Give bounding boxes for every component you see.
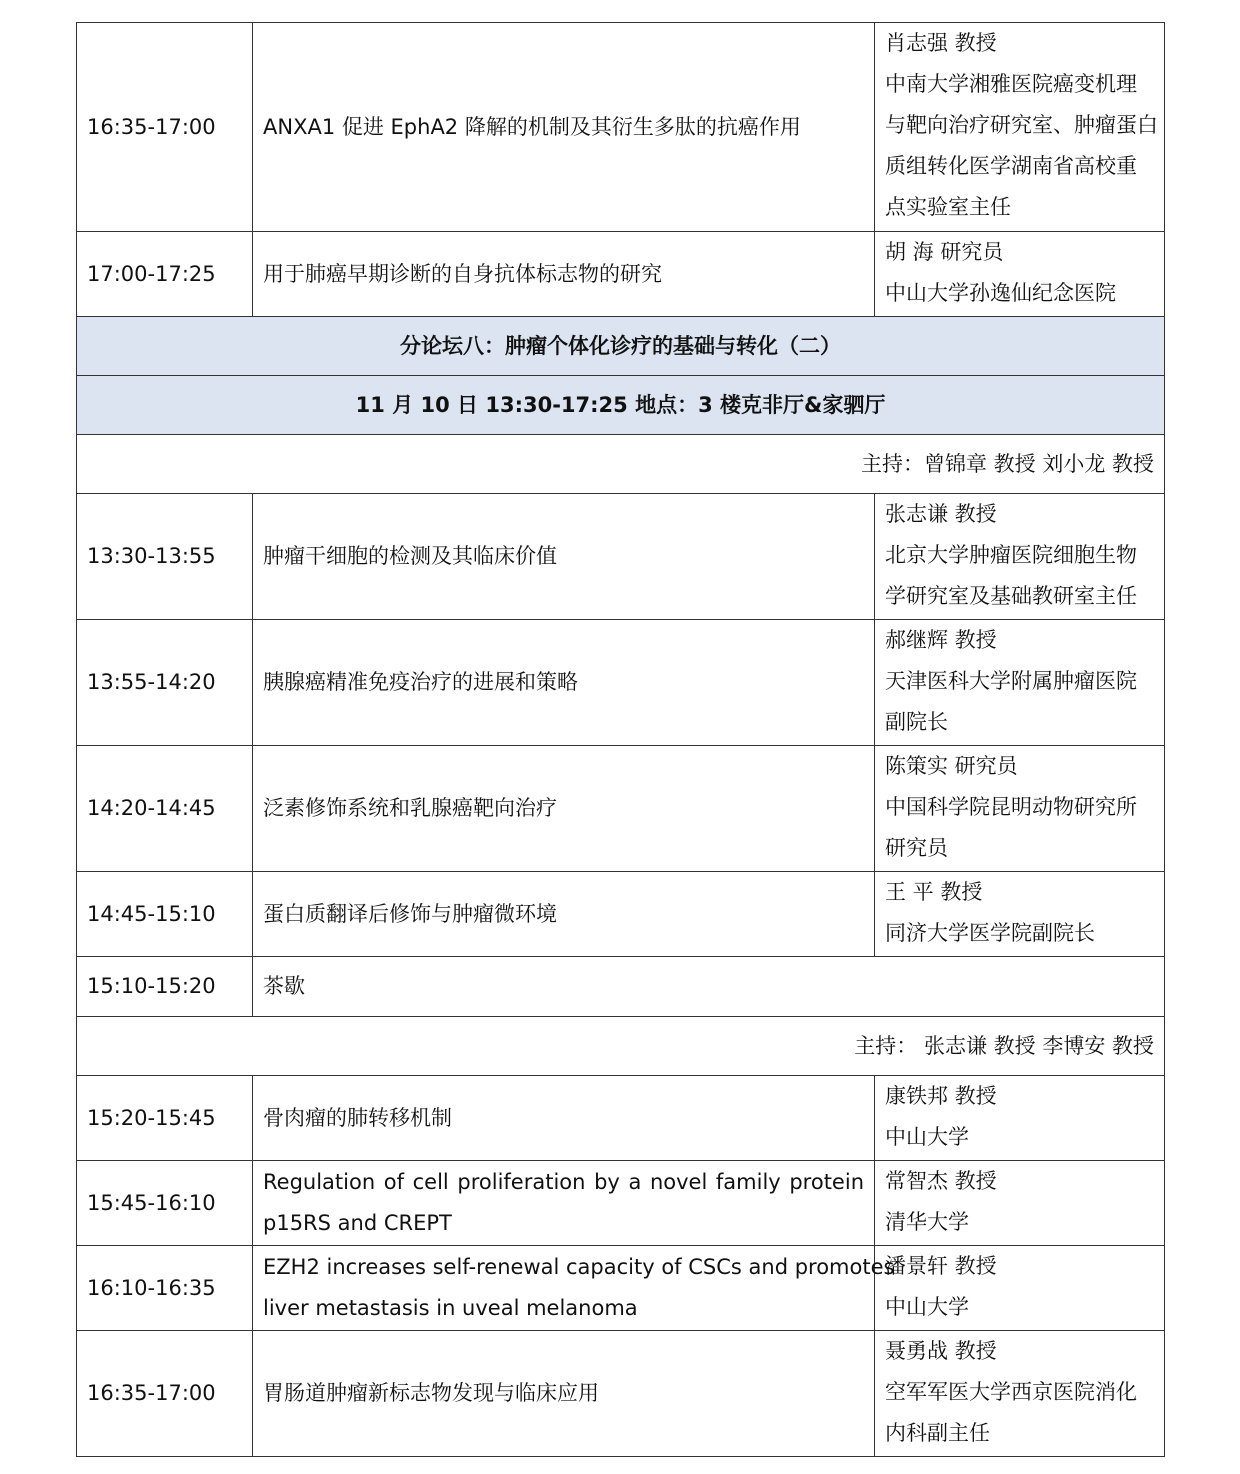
session-row bbox=[77, 232, 1165, 317]
speaker-name: 常智杰 教授 bbox=[885, 1169, 997, 1193]
speaker-affiliation: 中山大学孙逸仙纪念医院 bbox=[885, 281, 1116, 305]
speaker-affiliation: 中山大学 bbox=[885, 1125, 969, 1149]
speaker-cell bbox=[875, 620, 1165, 746]
session-time: 15:20-15:45 bbox=[77, 1076, 253, 1161]
session-title: 肿瘤干细胞的检测及其临床价值 bbox=[253, 494, 875, 620]
host-text: 主持： 张志谦 教授 李博安 教授 bbox=[77, 1017, 1165, 1076]
speaker-affiliation: 中山大学 bbox=[885, 1295, 969, 1319]
speaker-affiliation: 点实验室主任 bbox=[885, 195, 1011, 219]
speaker-name: 郝继辉 教授 bbox=[885, 628, 997, 652]
speaker-name: 聂勇战 教授 bbox=[885, 1339, 997, 1363]
speaker-name: 肖志强 教授 bbox=[885, 31, 997, 55]
forum-title: 分论坛八：肿瘤个体化诊疗的基础与转化（二） bbox=[77, 317, 1165, 376]
speaker-name: 康铁邦 教授 bbox=[885, 1084, 997, 1108]
session-row bbox=[77, 620, 1165, 746]
speaker-affiliation: 中国科学院昆明动物研究所 bbox=[885, 795, 1137, 819]
speaker-affiliation: 北京大学肿瘤医院细胞生物 bbox=[885, 543, 1137, 567]
session-title bbox=[253, 1161, 875, 1246]
forum-datetime-row bbox=[77, 376, 1165, 435]
speaker-name: 陈策实 研究员 bbox=[885, 754, 1018, 778]
session-row bbox=[77, 494, 1165, 620]
session-title: 胃肠道肿瘤新标志物发现与临床应用 bbox=[253, 1331, 875, 1457]
session-row bbox=[77, 1161, 1165, 1246]
session-time: 16:35-17:00 bbox=[77, 1331, 253, 1457]
session-title: 泛素修饰系统和乳腺癌靶向治疗 bbox=[253, 746, 875, 872]
speaker-name: 胡 海 研究员 bbox=[885, 240, 1004, 264]
session-title bbox=[253, 1246, 895, 1331]
host-row bbox=[77, 1017, 1165, 1076]
session-title-line: Regulation of cell proliferation by a novel family protein bbox=[263, 1170, 864, 1194]
speaker-affiliation: 清华大学 bbox=[885, 1210, 969, 1234]
speaker-cell bbox=[875, 1331, 1165, 1457]
session-title-line: EZH2 increases self-renewal capacity of CSCs and promotes bbox=[263, 1255, 895, 1279]
speaker-affiliation: 同济大学医学院副院长 bbox=[885, 921, 1095, 945]
speaker-affiliation: 天津医科大学附属肿瘤医院 bbox=[885, 669, 1137, 693]
speaker-affiliation: 与靶向治疗研究室、肿瘤蛋白 bbox=[885, 113, 1158, 137]
session-row bbox=[77, 1076, 1165, 1161]
session-title-line: p15RS and CREPT bbox=[263, 1211, 452, 1235]
forum-header-row bbox=[77, 317, 1165, 376]
forum-datetime-location: 11 月 10 日 13:30-17:25 地点：3 楼克非厅&家驷厅 bbox=[77, 376, 1165, 435]
speaker-cell bbox=[875, 232, 1165, 317]
speaker-cell bbox=[875, 872, 1165, 957]
session-row bbox=[77, 1331, 1165, 1457]
speaker-cell bbox=[875, 746, 1165, 872]
speaker-affiliation: 副院长 bbox=[885, 710, 948, 734]
session-time: 16:10-16:35 bbox=[77, 1246, 253, 1331]
speaker-affiliation: 质组转化医学湖南省高校重 bbox=[885, 154, 1137, 178]
break-label: 茶歇 bbox=[253, 957, 1165, 1017]
host-row bbox=[77, 435, 1165, 494]
session-row bbox=[77, 872, 1165, 957]
session-title: 骨肉瘤的肺转移机制 bbox=[253, 1076, 875, 1161]
speaker-cell bbox=[875, 494, 1165, 620]
speaker-cell bbox=[875, 23, 1165, 232]
speaker-affiliation: 研究员 bbox=[885, 836, 948, 860]
session-row bbox=[77, 23, 1165, 232]
session-time: 13:30-13:55 bbox=[77, 494, 253, 620]
host-text: 主持：曾锦章 教授 刘小龙 教授 bbox=[77, 435, 1165, 494]
speaker-affiliation: 中南大学湘雅医院癌变机理 bbox=[885, 72, 1137, 96]
speaker-affiliation: 学研究室及基础教研室主任 bbox=[885, 584, 1137, 608]
speaker-affiliation: 空军军医大学西京医院消化 bbox=[885, 1380, 1137, 1404]
session-title: 胰腺癌精准免疫治疗的进展和策略 bbox=[253, 620, 875, 746]
session-time: 14:45-15:10 bbox=[77, 872, 253, 957]
speaker-cell bbox=[875, 1161, 1165, 1246]
speaker-name: 张志谦 教授 bbox=[885, 502, 997, 526]
session-row bbox=[77, 746, 1165, 872]
session-title-line: liver metastasis in uveal melanoma bbox=[263, 1296, 638, 1320]
schedule-table bbox=[76, 22, 1165, 1457]
speaker-cell bbox=[875, 1076, 1165, 1161]
session-time: 16:35-17:00 bbox=[77, 23, 253, 232]
session-time: 15:45-16:10 bbox=[77, 1161, 253, 1246]
speaker-name: 潘景轩 教授 bbox=[885, 1254, 997, 1278]
speaker-affiliation: 内科副主任 bbox=[885, 1421, 990, 1445]
session-time: 17:00-17:25 bbox=[77, 232, 253, 317]
session-title: 蛋白质翻译后修饰与肿瘤微环境 bbox=[253, 872, 875, 957]
session-time: 13:55-14:20 bbox=[77, 620, 253, 746]
speaker-name: 王 平 教授 bbox=[885, 880, 983, 904]
session-time: 14:20-14:45 bbox=[77, 746, 253, 872]
break-time: 15:10-15:20 bbox=[77, 957, 253, 1017]
session-title: ANXA1 促进 EphA2 降解的机制及其衍生多肽的抗癌作用 bbox=[253, 23, 875, 232]
session-row bbox=[77, 1246, 1165, 1331]
break-row bbox=[77, 957, 1165, 1017]
speaker-cell bbox=[875, 1246, 1165, 1331]
session-title: 用于肺癌早期诊断的自身抗体标志物的研究 bbox=[253, 232, 875, 317]
